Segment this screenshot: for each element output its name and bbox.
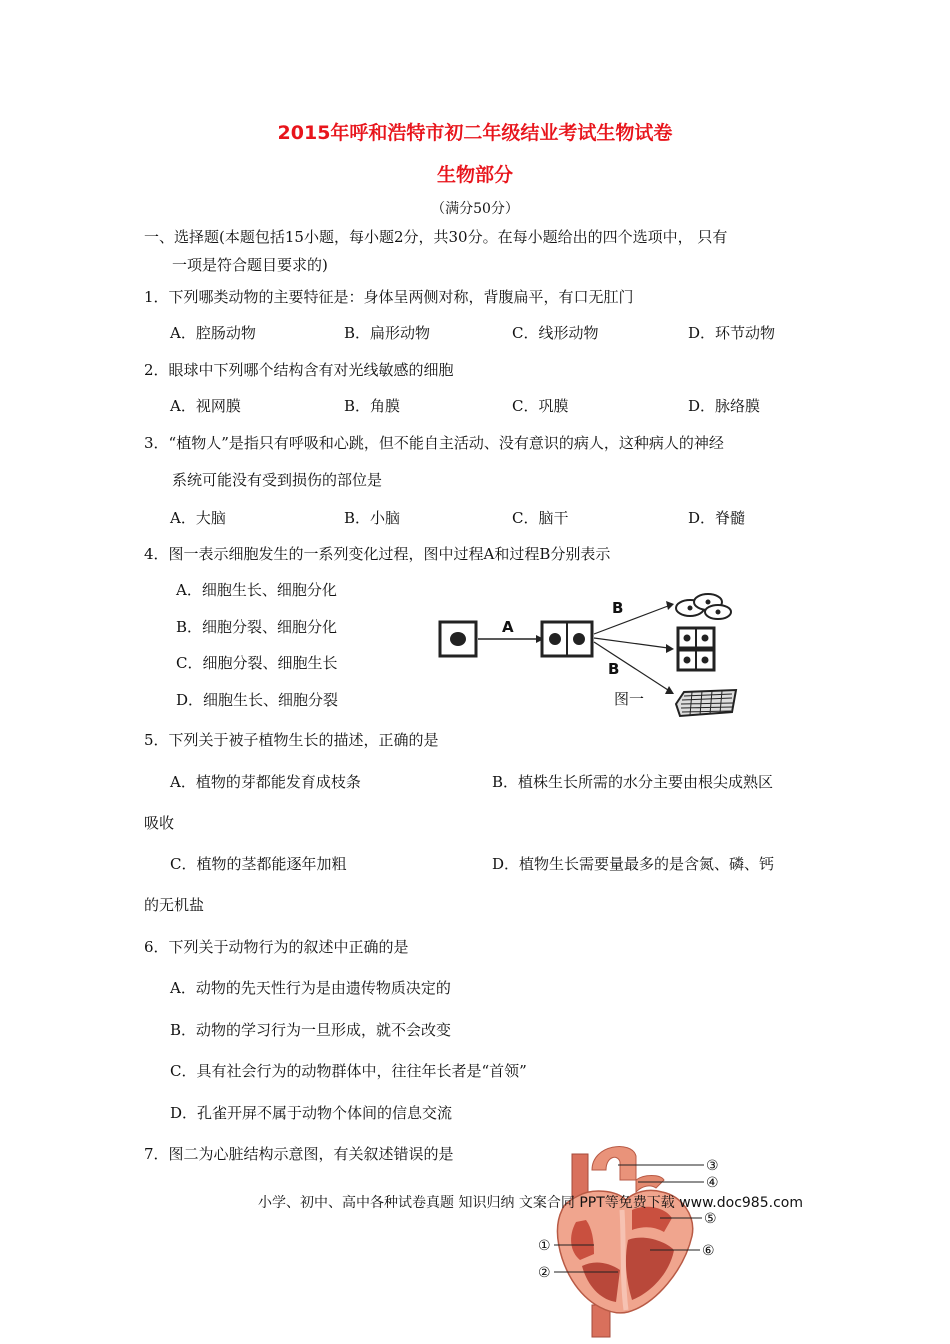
q5-option-c: C．植物的茎都能逐年加粗 bbox=[170, 855, 347, 873]
q3-option-a: A．大脑 bbox=[170, 509, 226, 527]
nucleus bbox=[549, 633, 561, 645]
q5-option-b-cont: 吸收 bbox=[144, 814, 175, 832]
question-7-stem: 7．图二为心脏结构示意图，有关叙述错误的是 bbox=[144, 1145, 454, 1163]
q2-option-a: A．视网膜 bbox=[170, 397, 241, 415]
q1-option-a: A．腔肠动物 bbox=[170, 324, 256, 342]
figure-1-cell-diagram bbox=[436, 572, 756, 732]
q3-option-c: C．脑干 bbox=[512, 509, 569, 527]
q4-option-b: B．细胞分裂、细胞分化 bbox=[176, 618, 338, 636]
section-heading-cont: 一项是符合题目要求的) bbox=[172, 256, 328, 274]
exam-subtitle: 生物部分 bbox=[436, 164, 513, 186]
question-3-stem-cont: 系统可能没有受到损伤的部位是 bbox=[172, 471, 383, 489]
question-5-stem: 5．下列关于被子植物生长的描述，正确的是 bbox=[144, 731, 439, 749]
q5-option-a: A．植物的芽都能发育成枝条 bbox=[170, 773, 361, 791]
q4-option-d: D．细胞生长、细胞分裂 bbox=[176, 691, 339, 709]
q6-option-b: B．动物的学习行为一旦形成，就不会改变 bbox=[170, 1021, 452, 1039]
label-b-top: B bbox=[612, 599, 624, 617]
nucleus bbox=[716, 610, 721, 615]
q3-option-d: D．脊髓 bbox=[688, 509, 746, 527]
section-heading: 一、选择题(本题包括15小题，每小题2分，共30分。在每小题给出的四个选项中， 只有 bbox=[144, 228, 728, 246]
q1-option-c: C．线形动物 bbox=[512, 324, 599, 342]
q2-option-c: C．巩膜 bbox=[512, 397, 569, 415]
full-score: （满分50分） bbox=[431, 201, 519, 217]
nucleus bbox=[684, 657, 691, 664]
figure-1-caption: 图一 bbox=[614, 690, 645, 708]
q6-option-c: C．具有社会行为的动物群体中，往往年长者是“首领” bbox=[170, 1062, 527, 1080]
arrow-b-down-head bbox=[665, 686, 674, 694]
q1-option-b: B．扁形动物 bbox=[344, 324, 431, 342]
q1-option-d: D．环节动物 bbox=[688, 324, 776, 342]
label-4: ④ bbox=[706, 1175, 719, 1191]
question-2-stem: 2．眼球中下列哪个结构含有对光线敏感的细胞 bbox=[144, 361, 454, 379]
q6-option-a: A．动物的先天性行为是由遗传物质决定的 bbox=[170, 979, 451, 997]
nucleus bbox=[706, 600, 711, 605]
nucleus bbox=[450, 632, 466, 646]
label-3: ③ bbox=[706, 1158, 719, 1174]
pulmonary-artery bbox=[636, 1176, 664, 1193]
q4-option-a: A．细胞生长、细胞分化 bbox=[176, 581, 337, 599]
question-1-stem: 1．下列哪类动物的主要特征是：身体呈两侧对称，背腹扁平，有口无肛门 bbox=[144, 288, 634, 306]
question-4-stem: 4．图一表示细胞发生的一系列变化过程，图中过程A和过程B分别表示 bbox=[144, 545, 611, 563]
q5-option-d-cont: 的无机盐 bbox=[144, 896, 205, 914]
q3-option-b: B．小脑 bbox=[344, 509, 401, 527]
nucleus bbox=[702, 657, 709, 664]
q2-option-b: B．角膜 bbox=[344, 397, 401, 415]
arrow-b-up-head bbox=[666, 601, 674, 610]
nucleus bbox=[702, 635, 709, 642]
aorta bbox=[592, 1147, 636, 1180]
footer-download-notice: 小学、初中、高中各种试卷真题 知识归纳 文案合同 PPT等免费下载 www.doc985.com bbox=[258, 1195, 803, 1211]
q6-option-d: D．孔雀开屏不属于动物个体间的信息交流 bbox=[170, 1104, 453, 1122]
label-b-bottom: B bbox=[608, 660, 620, 678]
arrow-b-mid-head bbox=[666, 644, 674, 653]
figure-2-heart-diagram bbox=[532, 1140, 742, 1340]
nucleus bbox=[684, 635, 691, 642]
nucleus bbox=[573, 633, 585, 645]
label-2: ② bbox=[538, 1265, 551, 1281]
label-5: ⑤ bbox=[704, 1211, 717, 1227]
label-6: ⑥ bbox=[702, 1243, 715, 1259]
exam-title: 2015年呼和浩特市初二年级结业考试生物试卷 bbox=[277, 122, 673, 144]
q4-option-c: C．细胞分裂、细胞生长 bbox=[176, 654, 338, 672]
question-6-stem: 6．下列关于动物行为的叙述中正确的是 bbox=[144, 938, 409, 956]
q2-option-d: D．脉络膜 bbox=[688, 397, 761, 415]
q5-option-d: D．植物生长需要量最多的是含氮、磷、钙 bbox=[492, 855, 775, 873]
q5-option-b: B．植株生长所需的水分主要由根尖成熟区 bbox=[492, 773, 774, 791]
label-1: ① bbox=[538, 1238, 551, 1254]
arrow-b-up bbox=[594, 606, 668, 634]
nucleus bbox=[688, 606, 693, 611]
label-a: A bbox=[502, 618, 514, 636]
question-3-stem: 3．“植物人”是指只有呼吸和心跳，但不能自主活动、没有意识的病人，这种病人的神经 bbox=[144, 434, 724, 452]
arrow-b-down bbox=[594, 642, 668, 690]
arrow-b-mid bbox=[594, 638, 668, 648]
